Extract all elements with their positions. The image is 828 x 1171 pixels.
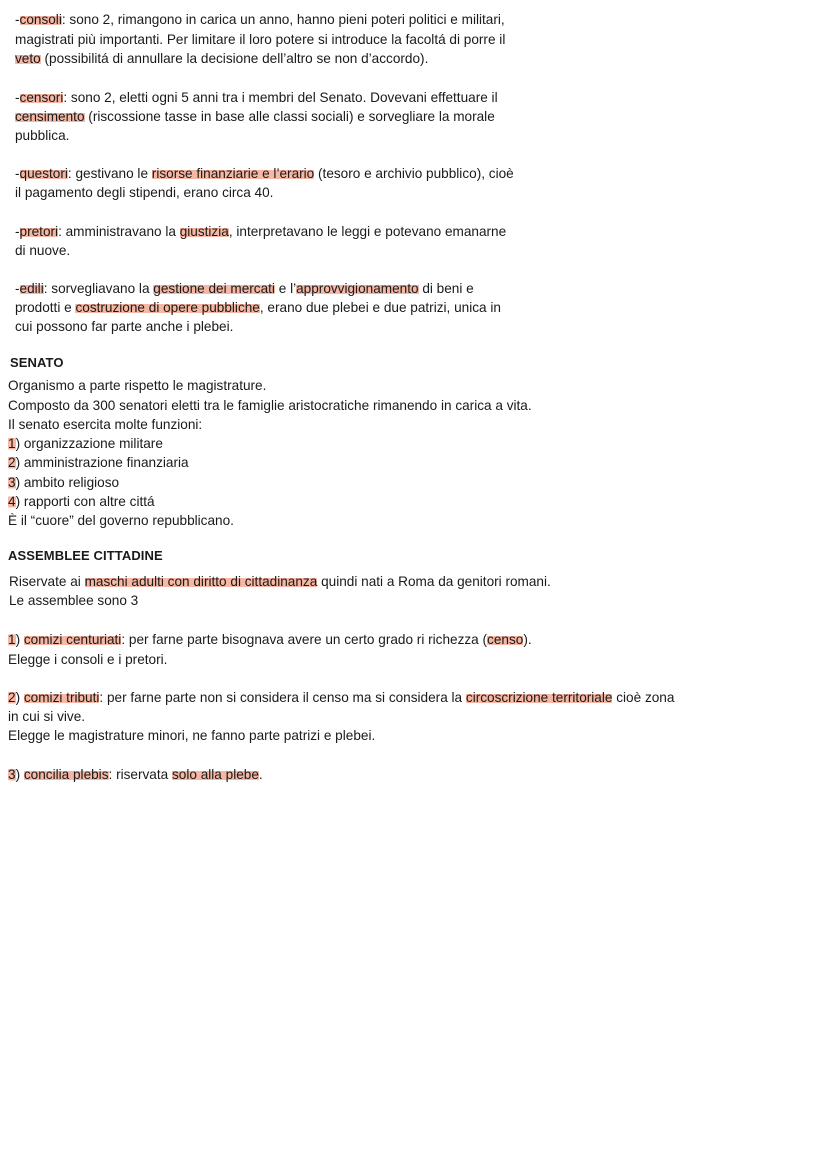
term-comizi-centuriati: comizi centuriati xyxy=(23,632,122,647)
text: (riscossione tasse in base alle classi sociali) e sorvegliare la morale xyxy=(84,109,495,124)
text: : sono 2, eletti ogni 5 anni tra i membri del Senato. Dovevani effettuare il xyxy=(63,90,498,105)
number: 2 xyxy=(8,690,16,705)
text: : riservata xyxy=(108,767,172,782)
text: e l’ xyxy=(274,281,297,296)
hl-censo: censo xyxy=(487,632,524,647)
comizi-tributi-line-2: in cui si vive. xyxy=(8,709,86,724)
hl-giustizia: giustizia xyxy=(179,224,229,239)
senato-p1: Organismo a parte rispetto le magistrature. xyxy=(8,378,267,393)
text: : sorvegliavano la xyxy=(43,281,154,296)
text: (tesoro e archivio pubblico), cioè xyxy=(314,166,514,181)
comizi-centuriati-line-1 xyxy=(8,631,532,649)
heading-senato: SENATO xyxy=(10,355,64,370)
pretori-line-1 xyxy=(15,223,506,241)
term-censori: censori xyxy=(19,90,64,105)
hl-solo-alla-plebe: solo alla plebe xyxy=(171,767,259,782)
edili-line-2 xyxy=(15,299,501,317)
text: ) xyxy=(15,767,24,782)
text: ) xyxy=(15,632,24,647)
term-questori: questori xyxy=(19,166,68,181)
hl-approvvigionamento: approvvigionamento xyxy=(296,281,419,296)
dash: - xyxy=(15,12,20,27)
concilia-plebis-line-1 xyxy=(8,766,263,784)
text: quindi nati a Roma da genitori romani. xyxy=(317,574,551,589)
term-comizi-tributi: comizi tributi xyxy=(23,690,100,705)
comizi-centuriati-line-2: Elegge i consoli e i pretori. xyxy=(8,652,168,667)
number: 4 xyxy=(8,494,16,509)
text: . xyxy=(258,767,263,782)
term-pretori: pretori xyxy=(19,224,59,239)
senato-item-2 xyxy=(8,454,189,472)
text: ) xyxy=(15,690,24,705)
hl-opere-pubbliche: costruzione di opere pubbliche xyxy=(75,300,260,315)
term-edili: edili xyxy=(19,281,44,296)
comizi-tributi-line-1 xyxy=(8,689,674,707)
senato-item-1 xyxy=(8,435,163,453)
text: ) ambito religioso xyxy=(15,475,120,490)
senato-item-4 xyxy=(8,493,155,511)
assemblee-p2: Le assemblee sono 3 xyxy=(9,593,139,608)
edili-line-1 xyxy=(15,280,474,298)
questori-line-1 xyxy=(15,165,514,183)
number: 3 xyxy=(8,475,16,490)
text: cioè zona xyxy=(612,690,675,705)
text: : sono 2, rimangono in carica un anno, hanno pieni poteri politici e militari, xyxy=(61,12,505,27)
assemblee-p1 xyxy=(9,573,551,591)
comizi-tributi-line-3: Elegge le magistrature minori, ne fanno parte patrizi e plebei. xyxy=(8,728,376,743)
text: prodotti e xyxy=(15,300,76,315)
term-consoli: consoli xyxy=(19,12,62,27)
text: Riservate ai xyxy=(9,574,85,589)
hl-risorse: risorse finanziarie e l’erario xyxy=(151,166,315,181)
text: di beni e xyxy=(418,281,474,296)
text: , interpretavano le leggi e potevano emanarne xyxy=(228,224,507,239)
hl-mercati: gestione dei mercati xyxy=(153,281,275,296)
number: 1 xyxy=(8,632,16,647)
text: ). xyxy=(523,632,532,647)
text: (possibilitá di annullare la decisione dell’altro se non d’accordo). xyxy=(40,51,429,66)
senato-p3: Il senato esercita molte funzioni: xyxy=(8,417,203,432)
text: ) amministrazione finanziaria xyxy=(15,455,189,470)
censori-line-2 xyxy=(15,108,495,126)
term-veto: veto xyxy=(15,51,41,66)
questori-line-2: il pagamento degli stipendi, erano circa 40. xyxy=(15,185,274,200)
text: : gestivano le xyxy=(67,166,152,181)
censori-line-1 xyxy=(15,89,498,107)
number: 1 xyxy=(8,436,16,451)
consoli-line-1 xyxy=(15,11,505,29)
text: ) organizzazione militare xyxy=(15,436,163,451)
dash: - xyxy=(15,281,20,296)
text: , erano due plebei e due patrizi, unica in xyxy=(259,300,501,315)
hl-circoscrizione: circoscrizione territoriale xyxy=(465,690,613,705)
censori-line-3: pubblica. xyxy=(15,128,70,143)
senato-p2: Composto da 300 senatori eletti tra le famiglie aristocratiche rimanendo in carica a vita. xyxy=(8,398,532,413)
edili-line-3: cui possono far parte anche i plebei. xyxy=(15,319,234,334)
text: : per farne parte non si considera il censo ma si considera la xyxy=(99,690,466,705)
dash: - xyxy=(15,224,20,239)
term-concilia-plebis: concilia plebis xyxy=(23,767,109,782)
dash: - xyxy=(15,90,20,105)
pretori-line-2: di nuove. xyxy=(15,243,71,258)
hl-maschi-adulti: maschi adulti con diritto di cittadinanza xyxy=(84,574,318,589)
text: ) rapporti con altre cittá xyxy=(15,494,155,509)
consoli-line-2: magistrati più importanti. Per limitare il loro potere si introduce la facoltá di porre il xyxy=(15,32,506,47)
consoli-line-3 xyxy=(15,50,428,68)
senato-item-3 xyxy=(8,474,119,492)
senato-p4: È il “cuore” del governo repubblicano. xyxy=(8,513,234,528)
text: : per farne parte bisognava avere un certo grado ri richezza ( xyxy=(121,632,488,647)
number: 2 xyxy=(8,455,16,470)
number: 3 xyxy=(8,767,16,782)
heading-assemblee: ASSEMBLEE CITTADINE xyxy=(8,548,163,563)
term-censimento: censimento xyxy=(15,109,85,124)
text: : amministravano la xyxy=(58,224,180,239)
dash: - xyxy=(15,166,20,181)
